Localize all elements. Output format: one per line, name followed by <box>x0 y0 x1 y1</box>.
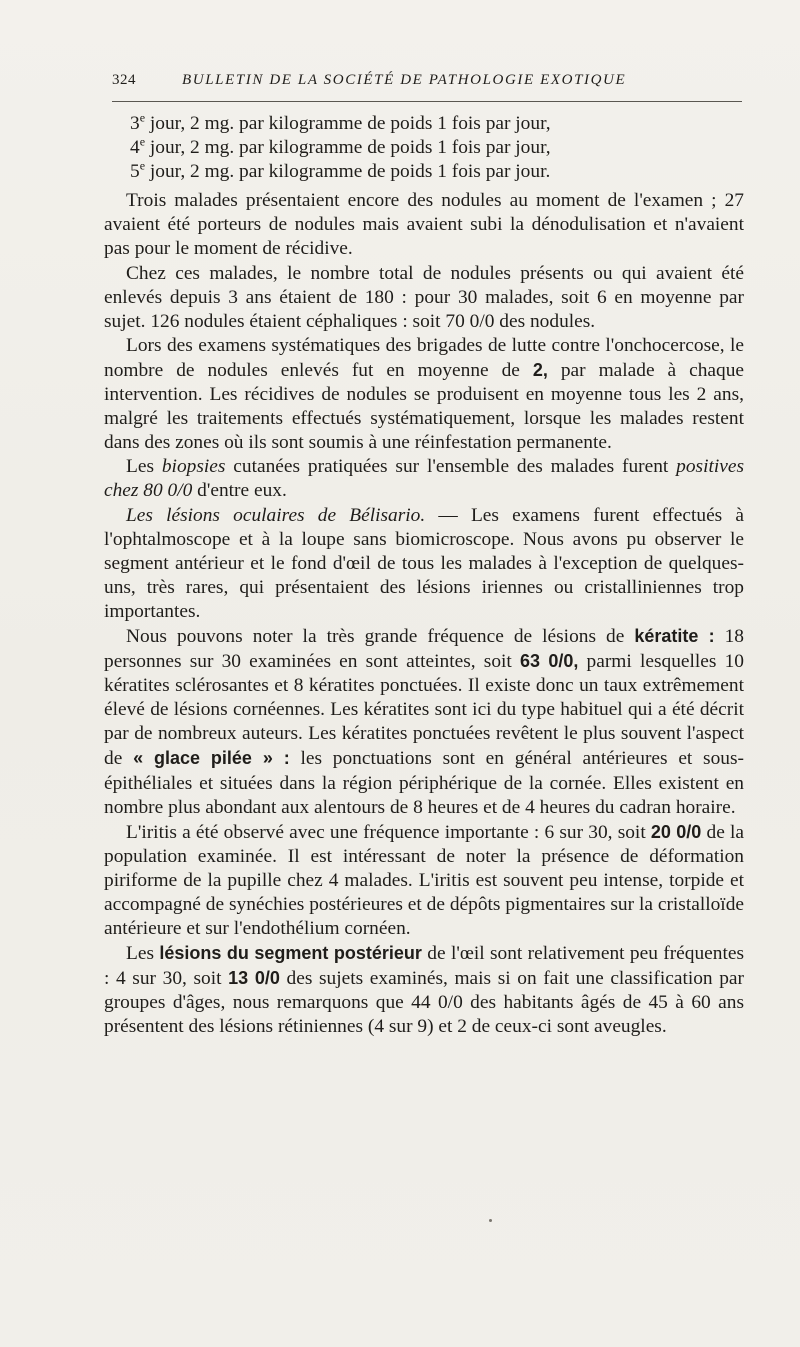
header-rule <box>112 101 742 102</box>
paragraph-ocular-lesions <box>104 504 744 624</box>
emphasis-value: 20 0/0 <box>650 821 702 842</box>
paragraph-nodule-count: Chez ces malades, le nombre total de nodules présents ou qui avaient été enlevés depuis 3 ans étaient de 180 : pour 30 malades, soit 6 en moyenne par sujet. 126 nodules étaient céphaliques : soit 70 0/0 des nodules. <box>104 262 744 332</box>
running-title: BULLETIN DE LA SOCIÉTÉ DE PATHOLOGIE EXOTIQUE <box>182 72 627 88</box>
body-text <box>104 112 744 1040</box>
emphasis-value: 13 0/0 <box>228 968 280 989</box>
emphasis-term: lésions du segment postérieur <box>159 943 422 964</box>
paragraph-biopsies <box>104 455 744 503</box>
dosage-text: jour, 2 mg. par kilogramme de poids 1 fois par jour, <box>145 113 551 134</box>
emphasis-value: 2, <box>532 359 548 380</box>
dosage-sup: e <box>139 110 146 125</box>
paragraph-posterior-segment <box>104 941 744 1039</box>
paragraph-iritis <box>104 820 744 941</box>
dosage-line-5 <box>104 160 744 184</box>
page-number: 324 <box>112 72 136 88</box>
dosage-text: jour, 2 mg. par kilogramme de poids 1 fois par jour. <box>145 161 551 183</box>
text-run: d'entre eux. <box>192 480 287 502</box>
text-run: parmi lesquelles 10 kératites sclérosantes et 8 kératites ponctuées. Il existe donc un taux extrêmement élevé de lésions cornéennes. Les kératites sont ici du type habituel qui a été décrit par de nombreux auteurs. Les kératites ponctuées revêtent le plus souvent l'aspect de <box>104 651 744 770</box>
page-header <box>112 70 742 100</box>
dosage-ordinal: 5 <box>130 161 140 183</box>
emphasis-value: 63 0/0, <box>519 651 579 672</box>
emphasis-term: kératite : <box>634 625 715 646</box>
text-run: les ponctuations sont en général antérieures et sous-épithéliales et situées dans la région périphérique de la cornée. Elles existent en nombre plus abondant aux alentours de 8 heures et de 4 heures du cadran horaire. <box>104 748 744 818</box>
text-run: Lors des examens systématiques des brigades de lutte contre l'onchocercose, le nombre de nodules enlevés fut en moyenne de <box>104 334 744 381</box>
dosage-ordinal: 3 <box>130 113 140 134</box>
text-run: de la population examinée. Il est intéressant de noter la présence de déformation piriforme de la pupille chez 4 malades. L'iritis est souvent peu intense, torpide et accompagné de synéchies postérieures et de dépôts pigmentaires sur la cristalloïde antérieure et sur l'endothélium cornéen. <box>104 821 744 940</box>
paragraph-keratitis <box>104 624 744 820</box>
text-run: — Les examens furent effectués à l'ophtalmoscope et à la loupe sans biomicroscope. Nous avons pu observer le segment antérieur et le fond d'œil de tous les malades à l'exception de quelques-uns, très rares, qui présentaient des lésions iriennes ou cristalliniennes trop importantes. <box>104 504 744 622</box>
text-run: 18 personnes sur 30 examinées en sont atteintes, soit <box>104 625 744 673</box>
text-run: Nous pouvons noter la très grande fréquence de lésions de <box>126 625 635 647</box>
dosage-sup: e <box>139 134 146 149</box>
dosage-line-4 <box>104 136 744 160</box>
text-run: par malade à chaque intervention. Les récidives de nodules se produisent en moyenne tous les 2 ans, malgré les traitements effectués systématiquement, lorsque les malades restent dans des zones où ils sont soumis à une réinfestation permanente. <box>104 359 744 454</box>
text-run: de l'œil sont relativement peu fréquentes : 4 sur 30, soit <box>104 943 744 990</box>
paragraph-systematic-exams <box>104 334 744 455</box>
paragraph-nodules-exam: Trois malades présentaient encore des nodules au moment de l'examen ; 27 avaient été porteurs de nodules mais avaient subi la dénodulisation et n'avaient pas pour le moment de récidive. <box>104 190 744 260</box>
text-run: cutanées pratiquées sur l'ensemble des malades furent <box>225 456 677 478</box>
section-heading: Les lésions oculaires de Bélisario. <box>126 504 426 526</box>
dosage-ordinal: 4 <box>130 137 140 159</box>
dosage-line-3 <box>104 112 744 136</box>
text-run: Les <box>126 943 160 965</box>
text-run: L'iritis a été observé avec une fréquence importante : 6 sur 30, soit <box>126 821 651 843</box>
italic-term: positives chez 80 0/0 <box>104 456 744 502</box>
text-run: des sujets examinés, mais si on fait une classification par groupes d'âges, nous remarquons que 44 0/0 des habitants âgés de 45 à 60 ans présentent des lésions rétiniennes (4 sur 9) et 2 de ceux-ci sont aveugles. <box>104 968 744 1038</box>
italic-term: biopsies <box>161 456 226 478</box>
text-run: Les <box>126 456 162 478</box>
dosage-text: jour, 2 mg. par kilogramme de poids 1 fois par jour, <box>145 137 551 159</box>
dosage-sup: e <box>139 158 146 173</box>
page-speck <box>489 1219 492 1222</box>
emphasis-term: « glace pilée » : <box>133 748 290 769</box>
